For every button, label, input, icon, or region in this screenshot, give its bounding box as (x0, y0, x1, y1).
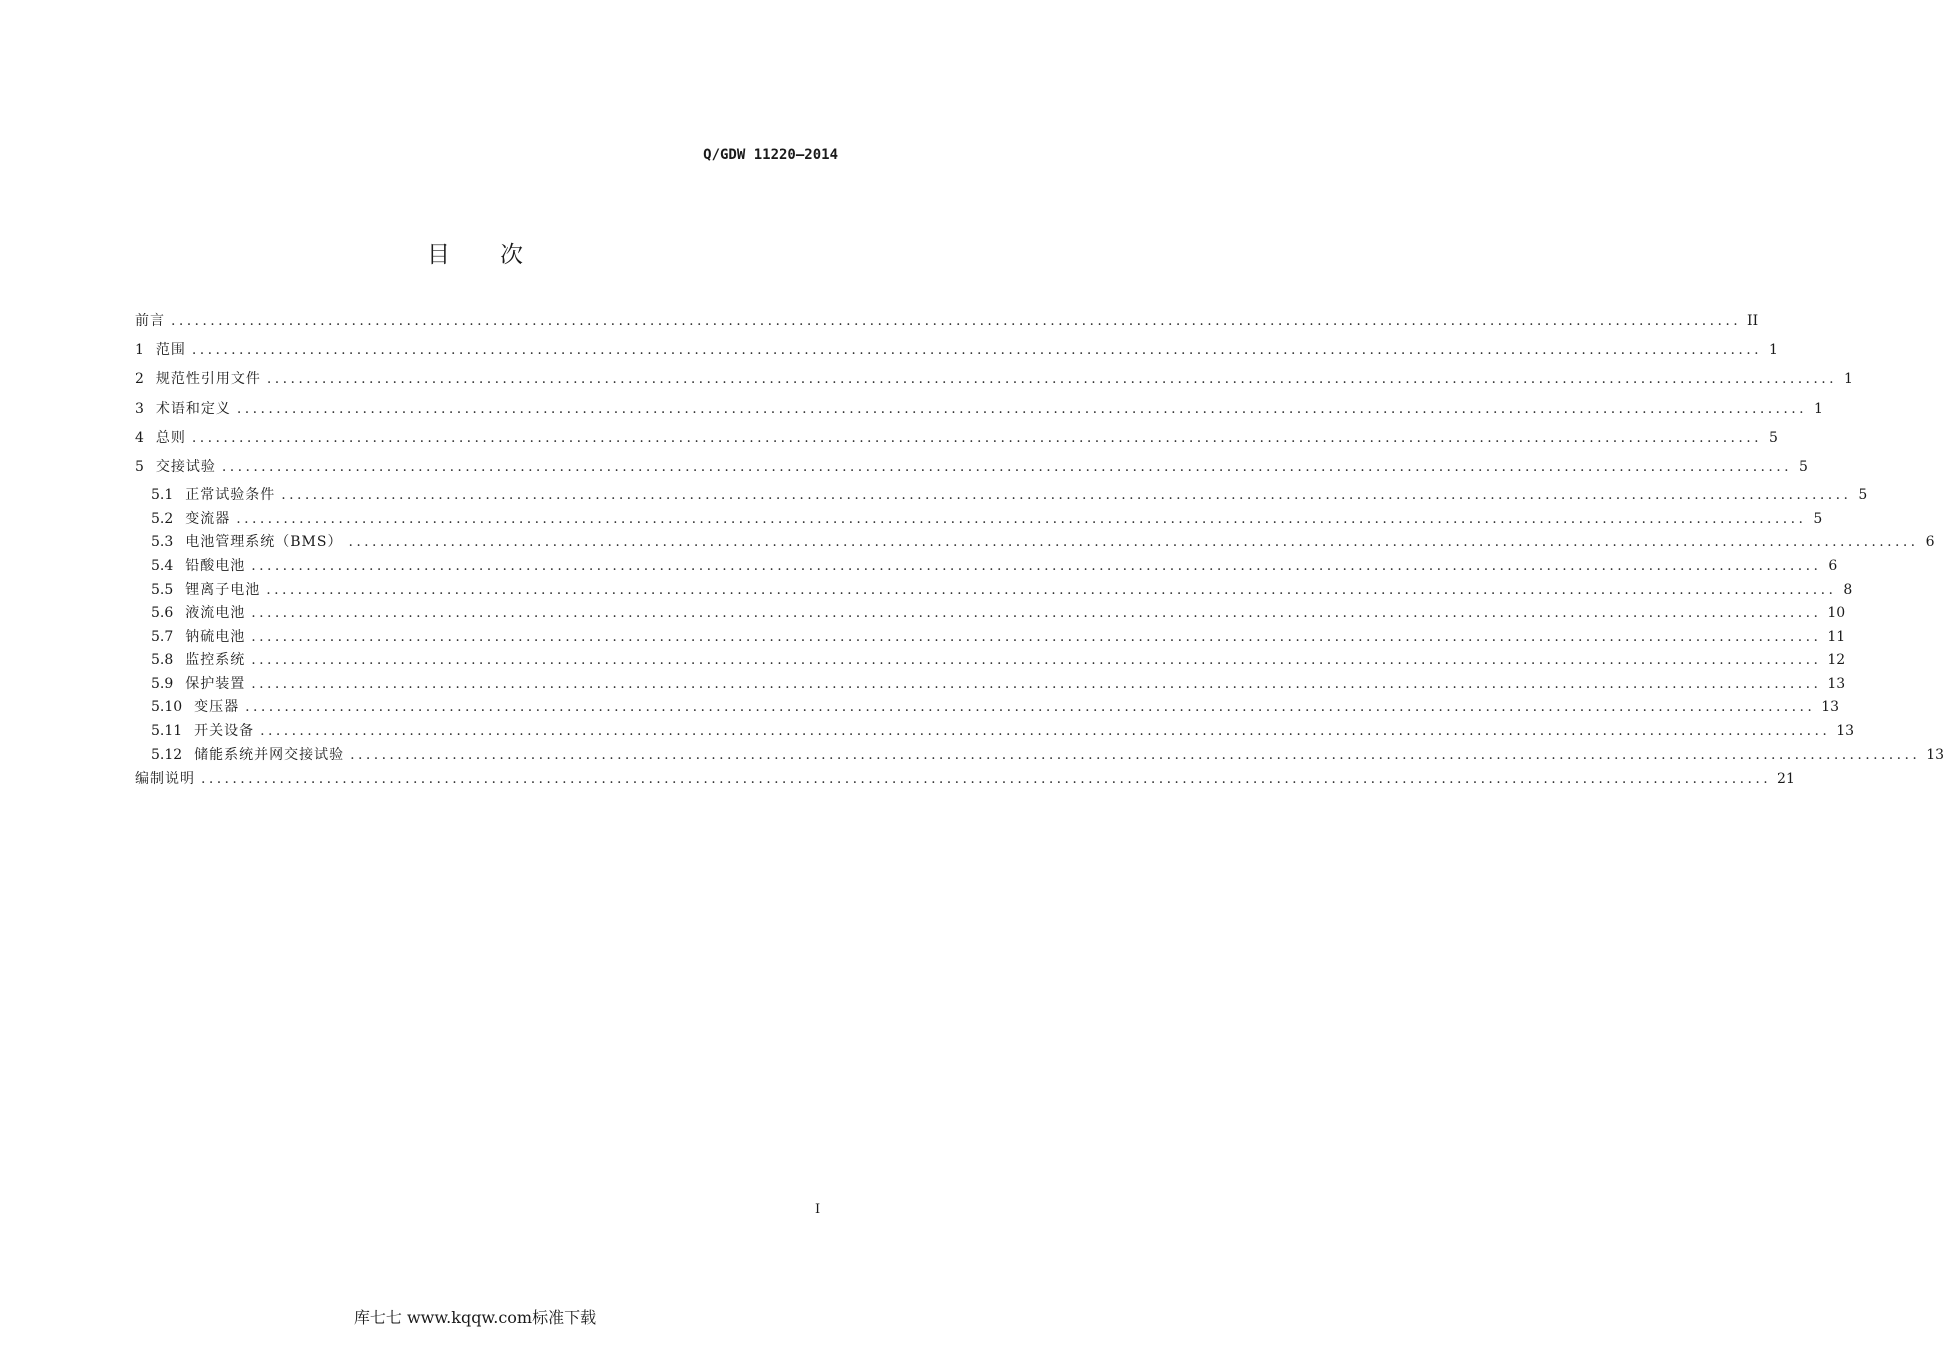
toc-dot-leader: ........................................................................................................................................................................................................ (236, 510, 1807, 527)
toc-entry-label: 液流电池 (185, 605, 246, 622)
toc-entry[interactable] (135, 768, 1795, 797)
toc-entry-page: 13 (1821, 699, 1840, 716)
toc-dot-leader: ........................................................................................................................................................................................................ (348, 534, 1919, 551)
page-number: I (815, 1202, 821, 1217)
toc-entry-page: 11 (1827, 628, 1846, 645)
toc-entry-number: 5.11 (151, 723, 183, 740)
toc-entry-number: 4 (135, 429, 144, 446)
toc-entry-label: 变流器 (185, 510, 231, 527)
toc-entry[interactable] (135, 603, 1846, 627)
toc-entry[interactable] (135, 674, 1846, 698)
toc-entry-number: 5.8 (151, 652, 174, 669)
toc-entry-page: 13 (1827, 675, 1846, 692)
toc-entry-page: 13 (1836, 723, 1855, 740)
toc-dot-leader: ........................................................................................................................................................................................................ (251, 675, 1822, 692)
toc-dot-leader: ........................................................................................................................................................................................................ (251, 652, 1822, 669)
toc-dot-leader: ........................................................................................................................................................................................................ (171, 313, 1742, 329)
toc-entry[interactable] (135, 456, 1808, 485)
toc-entry-label: 编制说明 (135, 771, 195, 788)
toc-entry-label: 铅酸电池 (185, 557, 246, 574)
toc-entry-page: II (1747, 313, 1759, 329)
toc-dot-leader: ........................................................................................................................................................................................................ (251, 557, 1822, 574)
toc-dot-leader: ........................................................................................................................................................................................................ (221, 458, 1792, 475)
toc-dot-leader: ........................................................................................................................................................................................................ (266, 581, 1837, 598)
toc-entry-page: 1 (1814, 400, 1823, 417)
toc-dot-leader: ........................................................................................................................................................................................................ (260, 723, 1831, 740)
footer-watermark-text: 库七七 www.kqqw.com标准下载 (353, 1308, 597, 1327)
toc-entry[interactable] (135, 310, 1759, 339)
toc-entry-number: 5.7 (151, 628, 174, 645)
toc-entry[interactable] (135, 427, 1778, 456)
toc-entry-label: 范围 (155, 342, 186, 359)
toc-entry[interactable] (135, 721, 1855, 745)
toc-entry-label: 正常试验条件 (185, 487, 276, 504)
toc-entry-label: 变压器 (194, 699, 240, 716)
toc-dot-leader: ........................................................................................................................................................................................................ (251, 628, 1822, 645)
toc-entry-page: 8 (1843, 581, 1853, 598)
toc-entry-label: 前言 (135, 313, 165, 329)
toc-entry-number: 5.2 (151, 510, 174, 527)
toc-entry-number: 5.12 (151, 746, 183, 763)
toc-entry-page: 6 (1925, 534, 1935, 551)
toc-entry-label: 交接试验 (155, 458, 216, 475)
toc-dot-leader: ........................................................................................................................................................................................................ (350, 746, 1921, 763)
toc-dot-leader: ........................................................................................................................................................................................................ (251, 605, 1822, 622)
table-of-contents (135, 310, 1944, 797)
toc-dot-leader: ........................................................................................................................................................................................................ (236, 400, 1807, 417)
toc-entry[interactable] (135, 398, 1823, 427)
toc-entry-number: 5.10 (151, 699, 183, 716)
toc-entry-page: 1 (1844, 371, 1853, 388)
toc-entry-page: 5 (1813, 510, 1823, 527)
toc-entry[interactable] (135, 556, 1838, 580)
toc-entry-page: 5 (1858, 487, 1868, 504)
toc-entry[interactable] (135, 509, 1823, 533)
toc-dot-leader: ........................................................................................................................................................................................................ (191, 429, 1762, 446)
toc-dot-leader: ........................................................................................................................................................................................................ (281, 487, 1852, 504)
toc-entry-page: 10 (1827, 605, 1846, 622)
toc-dot-leader: ........................................................................................................................................................................................................ (245, 699, 1816, 716)
toc-entry-number: 5 (135, 458, 144, 475)
toc-entry[interactable] (135, 627, 1846, 651)
toc-entry-number: 5.1 (151, 487, 174, 504)
toc-entry-label: 保护装置 (185, 675, 246, 692)
toc-entry-number: 2 (135, 371, 144, 388)
toc-entry-number: 5.4 (151, 557, 174, 574)
toc-entry-number: 5.6 (151, 605, 174, 622)
toc-entry-number: 5.5 (151, 581, 174, 598)
toc-entry-label: 钠硫电池 (185, 628, 246, 645)
toc-entry-label: 开关设备 (194, 723, 255, 740)
toc-entry-number: 5.3 (151, 534, 174, 551)
toc-entry-page: 6 (1828, 557, 1838, 574)
toc-entry[interactable] (135, 580, 1853, 604)
toc-entry-label: 术语和定义 (155, 400, 231, 417)
toc-entry-label: 锂离子电池 (185, 581, 261, 598)
toc-entry-label: 总则 (155, 429, 186, 446)
toc-entry-label: 储能系统并网交接试验 (194, 746, 345, 763)
toc-entry-page: 12 (1827, 652, 1846, 669)
toc-entry[interactable] (135, 650, 1846, 674)
toc-entry-page: 5 (1769, 429, 1778, 446)
toc-entry[interactable] (135, 532, 1935, 556)
toc-entry-number: 3 (135, 400, 144, 417)
toc-entry[interactable] (135, 339, 1778, 368)
page-title: 目次 (427, 242, 573, 268)
document-code: Q/GDW 11220—2014 (703, 147, 838, 163)
toc-entry-label: 监控系统 (185, 652, 246, 669)
toc-entry-page: 1 (1769, 342, 1778, 359)
toc-entry-label: 电池管理系统（BMS） (185, 534, 343, 551)
toc-entry-number: 5.9 (151, 675, 174, 692)
toc-dot-leader: ........................................................................................................................................................................................................ (201, 771, 1772, 788)
toc-entry[interactable] (135, 745, 1944, 769)
toc-dot-leader: ........................................................................................................................................................................................................ (191, 342, 1762, 359)
toc-entry[interactable] (135, 368, 1853, 397)
toc-entry[interactable] (135, 697, 1840, 721)
toc-dot-leader: ........................................................................................................................................................................................................ (266, 371, 1837, 388)
toc-entry-number: 1 (135, 342, 144, 359)
toc-entry-page: 21 (1777, 771, 1795, 788)
toc-entry-label: 规范性引用文件 (155, 371, 261, 388)
toc-entry-page: 13 (1926, 746, 1944, 763)
toc-entry-page: 5 (1799, 458, 1808, 475)
toc-entry[interactable] (135, 485, 1868, 509)
